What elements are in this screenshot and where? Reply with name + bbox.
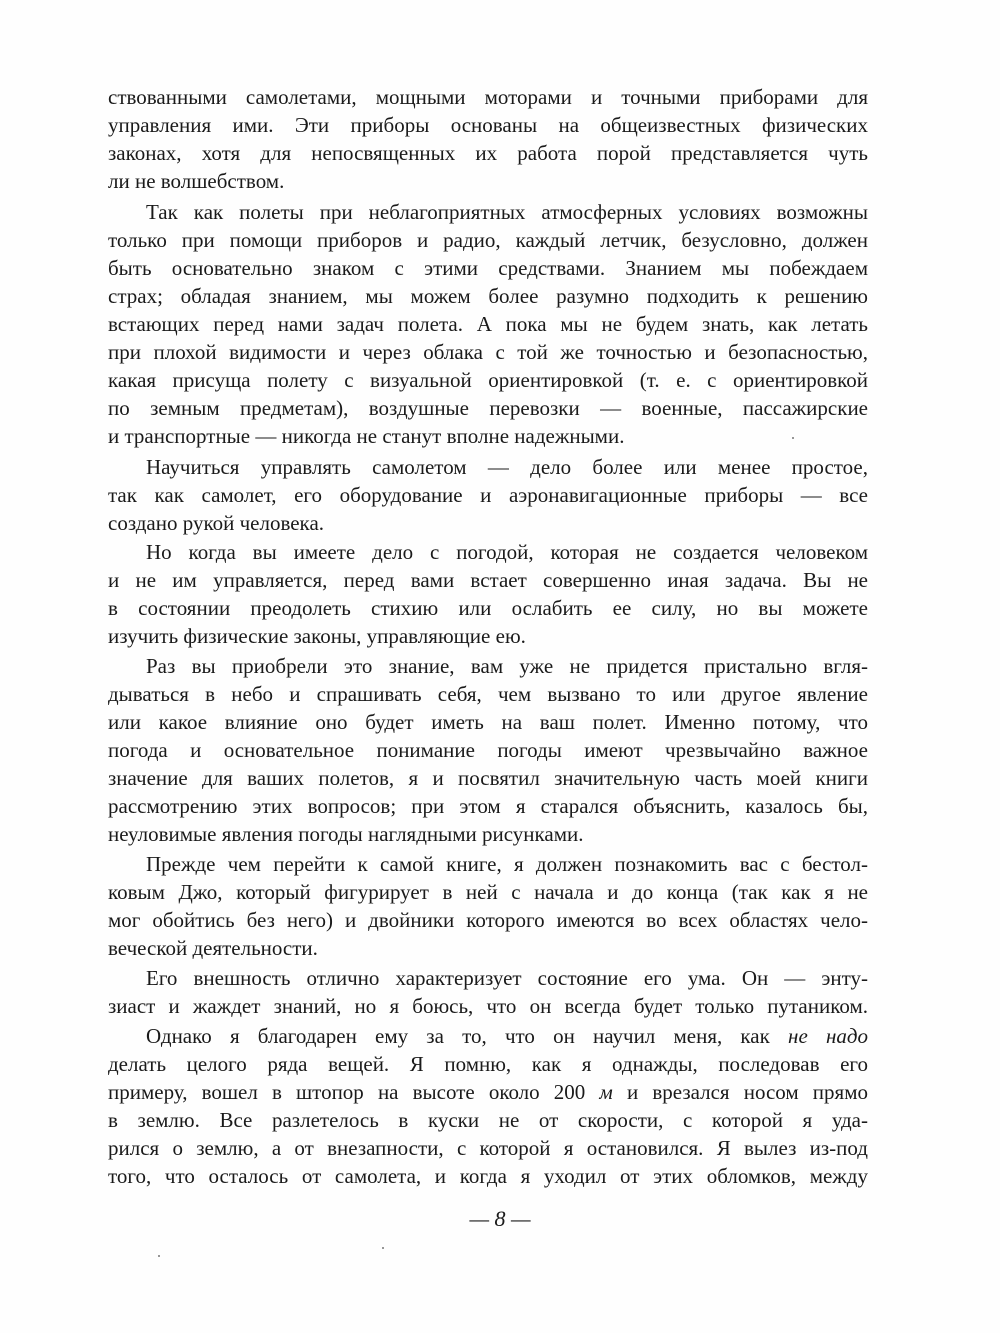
text-line: встающих перед нами задач полета. А пока мы не будем знать, как летать [108, 312, 868, 336]
text-line: значение для ваших полетов, я и посвятил значительную часть моей книги [108, 766, 868, 790]
text-line: ствованными самолетами, мощными моторами и точными приборами для [108, 85, 868, 109]
text-line: только при помощи приборов и радио, каждый летчик, безусловно, должен [108, 228, 868, 252]
text-run: рился о землю, а от внезапности, с которой я остановился. Я вылез из-под [108, 1136, 868, 1160]
text-line: и не им управляется, перед вами встает совершенно иная задача. Вы не [108, 568, 868, 592]
text-line [108, 1134, 868, 1162]
text-run: того, что осталось от самолета, и когда я уходил от этих обломков, между [108, 1164, 868, 1188]
text-line [146, 1022, 868, 1050]
scan-speck [792, 437, 794, 439]
text-line: рассмотрению этих вопросов; при этом я старался объяснить, казалось бы, [108, 794, 868, 818]
text-line: неуловимые явления погоды наглядными рисунками. [108, 822, 584, 846]
text-line: дываться в небо и спрашивать себя, чем вызвано то или другое явление [108, 682, 868, 706]
text-line: Прежде чем перейти к самой книге, я должен познакомить вас с бестол- [146, 852, 868, 876]
page-number: — 8 — [469, 1206, 531, 1231]
text-line: и транспортные — никогда не станут вполне надежными. [108, 424, 625, 448]
text-line: управления ими. Эти приборы основаны на общеизвестных физических [108, 113, 868, 137]
text-run: делать целого ряда вещей. Я помню, как я однажды, последовав его [108, 1052, 868, 1076]
text-line: Раз вы приобрели это знание, вам уже не придется пристально вгля- [146, 654, 868, 678]
text-line: Его внешность отлично характеризует состояние его ума. Он — энту- [146, 966, 868, 990]
text-line: изучить физические законы, управляющие ею. [108, 624, 526, 648]
text-run: и врезался носом прямо [612, 1080, 868, 1104]
text-line: Научиться управлять самолетом — дело более или менее простое, [146, 455, 868, 479]
text-line: страх; обладая знанием, мы можем более разумно подходить к решению [108, 284, 868, 308]
text-run: примеру, вошел в штопор на высоте около 200 [108, 1080, 600, 1104]
text-run: Однако я благодарен ему за то, что он научил меня, как [146, 1024, 789, 1048]
text-line: Так как полеты при неблагоприятных атмосферных условиях возможны [146, 200, 868, 224]
text-line [108, 1162, 868, 1190]
text-run: в землю. Все разлетелось в куски не от скорости, с которой я уда- [108, 1108, 868, 1132]
text-line: при плохой видимости и через облака с той же точностью и безопасностью, [108, 340, 868, 364]
text-line: так как самолет, его оборудование и аэронавигационные приборы — все [108, 483, 868, 507]
text-line: погода и основательное понимание погоды имеют чрезвычайно важное [108, 738, 868, 762]
text-line: ковым Джо, который фигурирует в ней с начала и до конца (так как я не [108, 880, 868, 904]
text-line: Но когда вы имеете дело с погодой, которая не создается человеком [146, 540, 868, 564]
emphasis-text: не надо [788, 1024, 868, 1048]
text-line [108, 1078, 868, 1106]
text-line: какая присуща полету с визуальной ориентировкой (т. е. с ориентировкой [108, 368, 868, 392]
text-line: ли не волшебством. [108, 169, 285, 193]
text-line: законах, хотя для непосвященных их работа порой представляется чуть [108, 141, 868, 165]
text-line [108, 1050, 868, 1078]
text-line: создано рукой человека. [108, 511, 325, 535]
text-line [108, 1106, 868, 1134]
unit-italic: м [599, 1080, 613, 1104]
scan-speck [158, 1255, 160, 1257]
text-line: зиаст и жаждет знаний, но я боюсь, что он всегда будет только путаником. [108, 994, 868, 1018]
text-line: по земным предметам), воздушные перевозки — военные, пассажирские [108, 396, 868, 420]
text-line: быть основательно знаком с этими средствами. Знанием мы побеждаем [108, 256, 868, 280]
text-line: мог обойтись без него) и двойники которого имеются во всех областях чело- [108, 908, 868, 932]
text-line: веческой деятельности. [108, 936, 318, 960]
text-line: в состоянии преодолеть стихию или ослабить ее силу, но вы можете [108, 596, 868, 620]
text-line: или какое влияние оно будет иметь на ваш полет. Именно потому, что [108, 710, 868, 734]
scan-speck [382, 1247, 384, 1249]
